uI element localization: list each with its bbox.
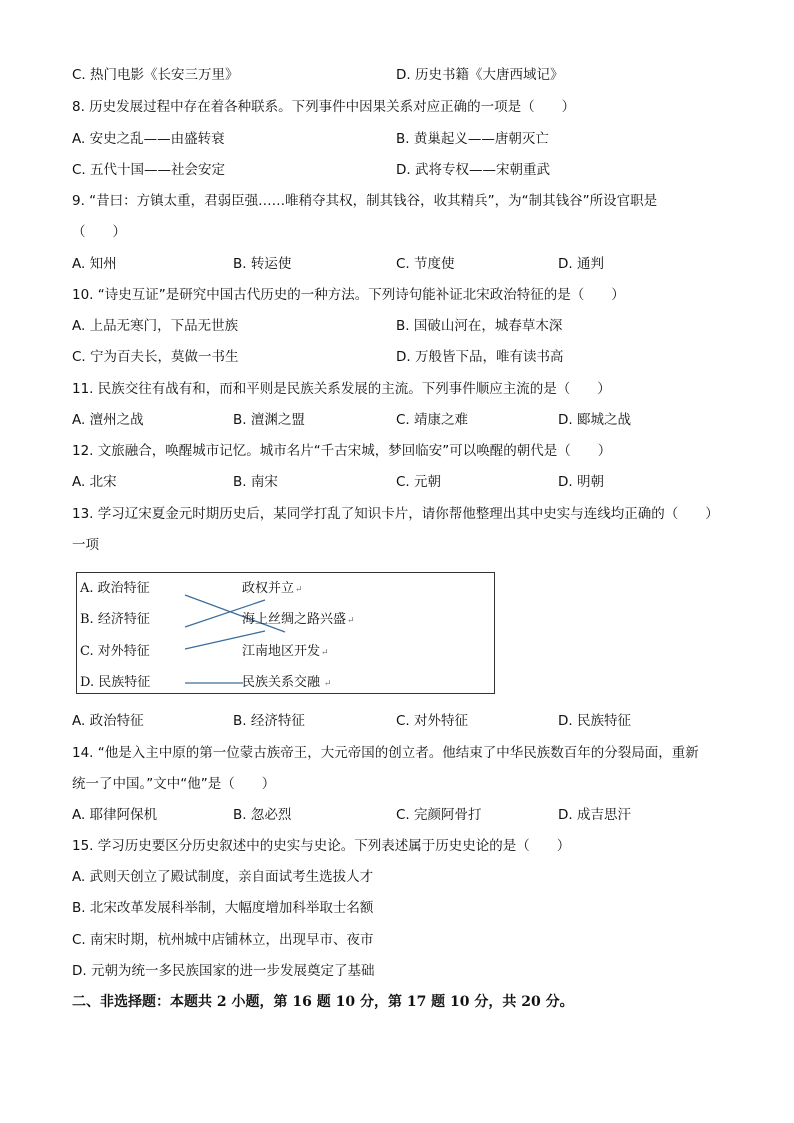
option-14d: D. 成吉思汗 [558,807,631,823]
knowledge-card-figure [76,572,495,694]
card-right-3-text: 江南地区开发 [242,644,321,659]
option-11a: A. 澶州之战 [72,412,144,428]
question-10: 10. “诗史互证”是研究中国古代历史的一种方法。下列诗句能补证北宋政治特征的是（ ） [72,287,625,303]
option-13a: A. 政治特征 [72,713,144,729]
option-9b: B. 转运使 [233,256,292,272]
option-13b: B. 经济特征 [233,713,305,729]
card-right-4 [242,675,331,692]
option-12c: C. 元朝 [396,474,442,490]
option-15c: C. 南宋时期，杭州城中店铺林立，出现早市、夜市 [72,932,374,948]
card-left-c: C. 对外特征 [80,644,150,659]
paragraph-mark-icon: ↵ [347,616,355,626]
paragraph-mark-icon: ↵ [295,585,303,595]
question-14-cont: 统一了中国。”文中“他”是（ ） [72,776,276,792]
section-heading: 二、非选择题：本题共 2 小题，第 16 题 10 分，第 17 题 10 分，共 20 分。 [72,994,574,1010]
card-right-2-text: 海上丝绸之路兴盛 [242,612,347,627]
card-left-d: D. 民族特征 [80,675,151,690]
option-7d: D. 历史书籍《大唐西域记》 [396,67,564,83]
question-14: 14. “他是入主中原的第一位蒙古族帝王，大元帝国的创立者。他结束了中华民族数百年的分裂局面，重新 [72,745,699,761]
card-right-1-text: 政权并立 [242,581,295,596]
question-15: 15. 学习历史要区分历史叙述中的史实与史论。下列表述属于历史史论的是（ ） [72,838,571,854]
card-left-b: B. 经济特征 [80,612,150,627]
question-8: 8. 历史发展过程中存在着各种联系。下列事件中因果关系对应正确的一项是（ ） [72,99,576,115]
card-right-2 [242,612,355,629]
option-8d: D. 武将专权——宋朝重武 [396,162,550,178]
question-9-blank: （ ） [72,224,126,240]
option-7c: C. 热门电影《长安三万里》 [72,67,239,83]
option-10b: B. 国破山河在，城春草木深 [396,318,563,334]
option-11b: B. 澶渊之盟 [233,412,305,428]
option-13c: C. 对外特征 [396,713,469,729]
option-14c: C. 完颜阿骨打 [396,807,482,823]
option-9c: C. 节度使 [396,256,455,272]
option-15d: D. 元朝为统一多民族国家的进一步发展奠定了基础 [72,963,375,979]
option-12b: B. 南宋 [233,474,278,490]
card-left-a: A. 政治特征 [80,581,150,596]
option-15b: B. 北宋改革发展科举制，大幅度增加科举取士名额 [72,900,374,916]
option-12d: D. 明朝 [558,474,604,490]
option-8a: A. 安史之乱——由盛转衰 [72,131,225,147]
option-9d: D. 通判 [558,256,604,272]
option-13d: D. 民族特征 [558,713,631,729]
card-right-1 [242,581,303,598]
paragraph-mark-icon: ↵ [321,679,332,689]
question-9: 9. “昔曰：方镇太重，君弱臣强……唯稍夺其权，制其钱谷，收其精兵”，为“制其钱谷”所设官职是 [72,193,658,209]
option-14b: B. 忽必烈 [233,807,292,823]
option-8b: B. 黄巢起义——唐朝灭亡 [396,131,549,147]
option-10c: C. 宁为百夫长，莫做一书生 [72,349,239,365]
option-10a: A. 上品无寒门，下品无世族 [72,318,239,334]
question-12: 12. 文旅融合，唤醒城市记忆。城市名片“千古宋城，梦回临安”可以唤醒的朝代是（ ） [72,443,612,459]
card-right-4-text: 民族关系交融 [242,675,321,690]
option-14a: A. 耶律阿保机 [72,807,158,823]
question-11: 11. 民族交往有战有和，而和平则是民族关系发展的主流。下列事件顺应主流的是（ ） [72,381,611,397]
option-12a: A. 北宋 [72,474,117,490]
option-15a: A. 武则天创立了殿试制度，亲自面试考生选拔人才 [72,869,374,885]
option-10d: D. 万般皆下品，唯有读书高 [396,349,564,365]
question-13: 13. 学习辽宋夏金元时期历史后，某同学打乱了知识卡片，请你帮他整理出其中史实与连线均正确的（ ） [72,506,719,522]
card-right-3 [242,644,329,661]
paragraph-mark-icon: ↵ [321,648,329,658]
option-8c: C. 五代十国——社会安定 [72,162,226,178]
option-11d: D. 郾城之战 [558,412,631,428]
option-9a: A. 知州 [72,256,117,272]
option-11c: C. 靖康之难 [396,412,469,428]
question-13-cont: 一项 [72,537,99,553]
